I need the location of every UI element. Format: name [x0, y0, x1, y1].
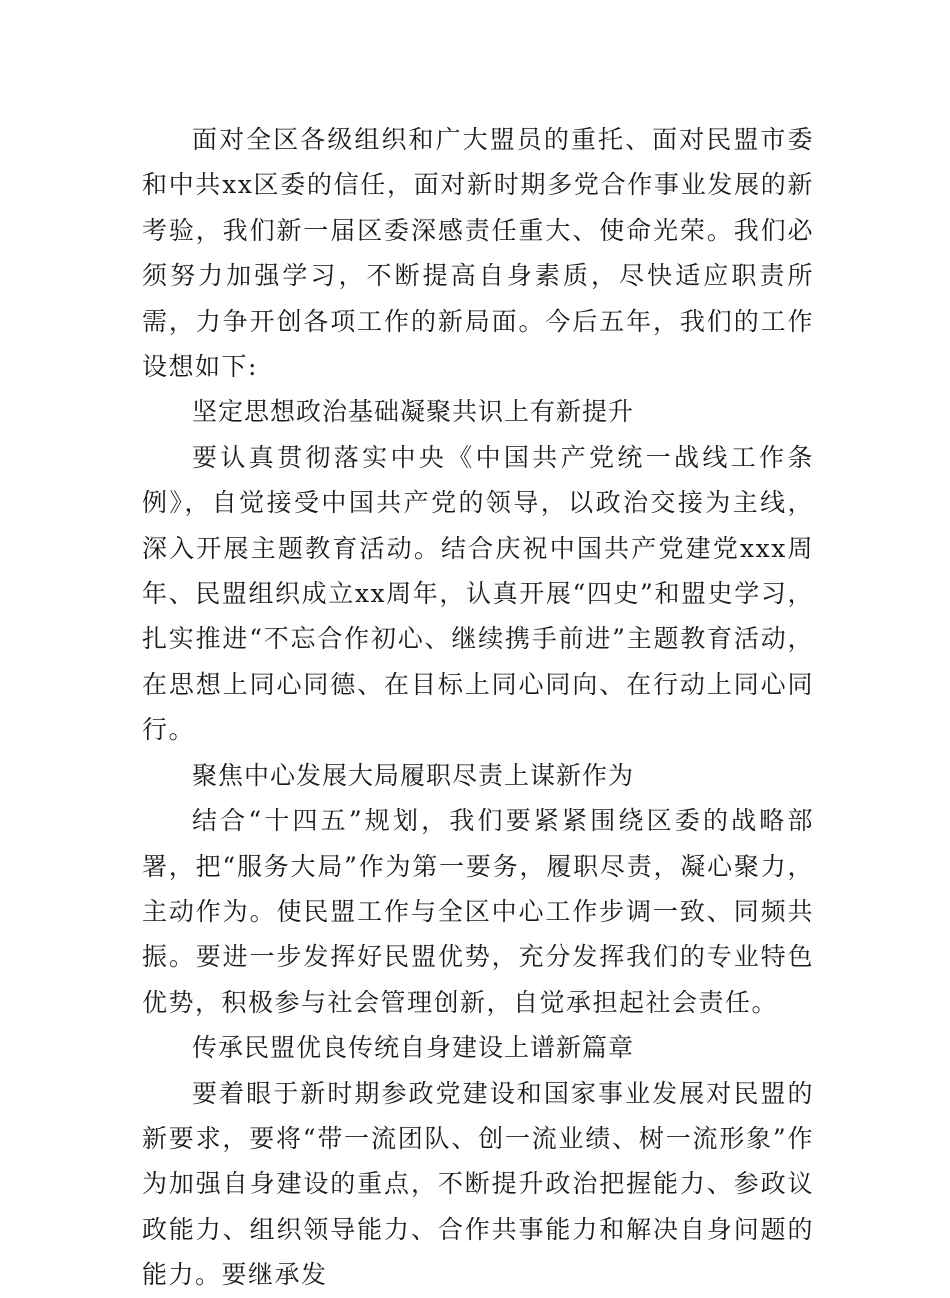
- ideology-paragraph: 要认真贯彻落实中央《中国共产党统一战线工作条例》，自觉接受中国共产党的领导，以政治交接为主线，深入开展主题教育活动。结合庆祝中国共产党建党xxx周年、民盟组织成立xx周年，认真开展“四史”和盟史学习，扎实推进“不忘合作初心、继续携手前进”主题教育活动，在思想上同心同德、在目标上同心同向、在行动上同心同行。: [142, 442, 814, 745]
- intro-paragraph: 面对全区各级组织和广大盟员的重托、面对民盟市委和中共xx区委的信任，面对新时期多党合作事业发展的新考验，我们新一届区委深感责任重大、使命光荣。我们必须努力加强学习，不断提高自身素质，尽快适应职责所需，力争开创各项工作的新局面。今后五年，我们的工作设想如下:: [142, 125, 814, 382]
- section-heading-development: 聚焦中心发展大局履职尽责上谋新作为: [192, 760, 635, 790]
- section-heading-tradition: 传承民盟优良传统自身建设上谱新篇章: [192, 1033, 635, 1063]
- tradition-paragraph: 要着眼于新时期参政党建设和国家事业发展对民盟的新要求，要将“带一流团队、创一流业绩、树一流形象”作为加强自身建设的重点，不断提升政治把握能力、参政议政能力、组织领导能力、合作共事能力和解决自身问题的能力。要继承发: [142, 1078, 814, 1290]
- section-heading-ideology: 坚定思想政治基础凝聚共识上有新提升: [192, 397, 635, 427]
- document-body: [142, 117, 814, 1298]
- development-paragraph: 结合“十四五”规划，我们要紧紧围绕区委的战略部署，把“服务大局”作为第一要务，履职尽责，凝心聚力，主动作为。使民盟工作与全区中心工作步调一致、同频共振。要进一步发挥好民盟优势，充分发挥我们的专业特色优势，积极参与社会管理创新，自觉承担起社会责任。: [142, 806, 814, 1017]
